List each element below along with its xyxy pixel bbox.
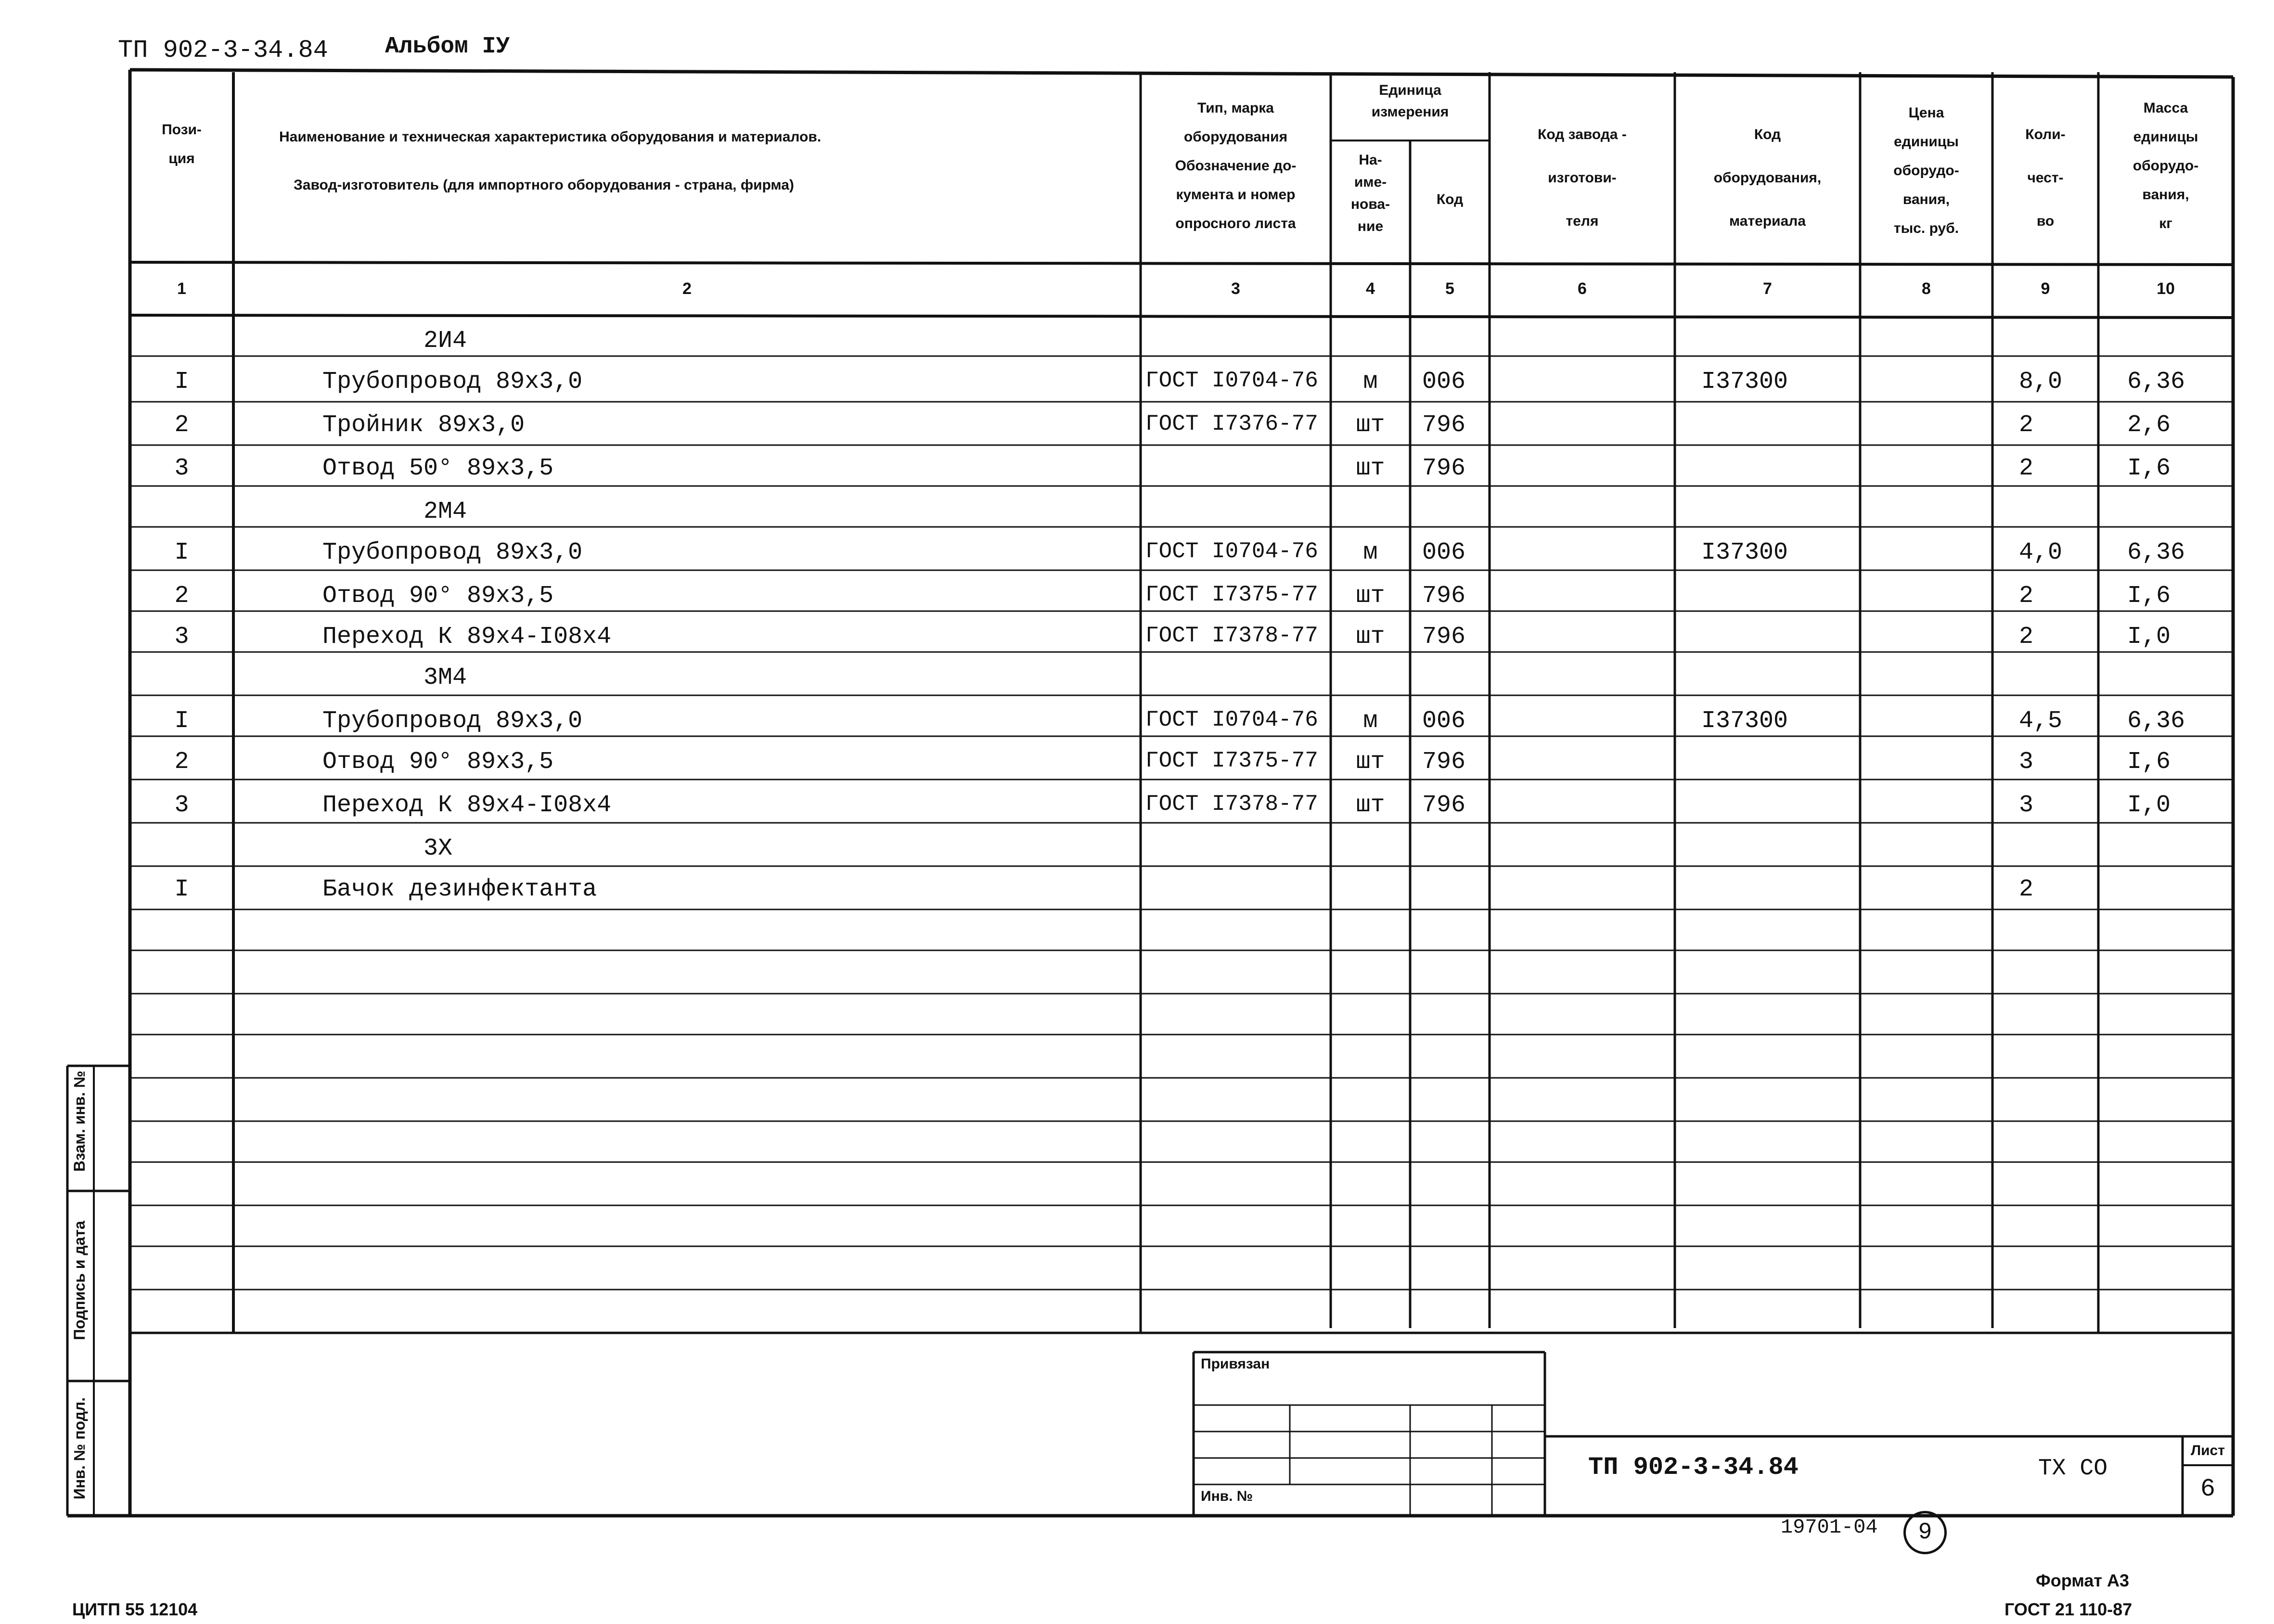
row-material-code: I37300 — [1701, 368, 1788, 396]
row-unit: м — [1363, 707, 1378, 735]
stamp-section: ТХ СО — [2038, 1456, 2108, 1482]
header-quantity: Коли- чест- во — [2025, 127, 2066, 229]
row-unit-code: 006 — [1422, 707, 1466, 735]
row-document: ГОСТ I7375-77 — [1145, 748, 1318, 773]
stamp-sheet-number: 6 — [2200, 1475, 2216, 1503]
row-unit: шт — [1356, 455, 1385, 482]
header-price: Цена единицы оборудо- вания, тыс. руб. — [1893, 105, 1959, 236]
row-unit: м — [1363, 368, 1378, 396]
row-unit: шт — [1356, 792, 1385, 819]
row-unit: шт — [1356, 582, 1385, 610]
row-unit: шт — [1356, 623, 1385, 651]
row-name: Бачок дезинфектанта — [322, 876, 597, 903]
row-mass: 6,36 — [2127, 539, 2185, 566]
row-position: I — [174, 368, 189, 396]
row-document: ГОСТ I7378-77 — [1145, 623, 1318, 648]
column-number-2: 2 — [682, 280, 692, 298]
row-unit-code: 796 — [1422, 792, 1466, 819]
row-quantity: 4,0 — [2019, 539, 2063, 566]
row-quantity: 3 — [2019, 792, 2034, 819]
row-unit-code: 796 — [1422, 748, 1466, 776]
row-quantity: 4,5 — [2019, 707, 2063, 735]
row-name: Переход К 89х4-I08х4 — [322, 792, 612, 819]
row-position: I — [174, 707, 189, 735]
archive-circle: 9 — [1903, 1511, 1947, 1554]
row-name: Отвод 90° 89х3,5 — [322, 582, 554, 610]
row-document: ГОСТ I0704-76 — [1145, 707, 1318, 732]
row-name: Переход К 89х4-I08х4 — [322, 623, 612, 651]
row-name: 3Х — [424, 835, 453, 862]
side-podpis-data: Подпись и дата — [71, 1221, 88, 1340]
row-quantity: 3 — [2019, 748, 2034, 776]
row-quantity: 8,0 — [2019, 368, 2063, 396]
row-quantity: 2 — [2019, 623, 2034, 651]
header-maker-code: Код завода - изготови- теля — [1538, 127, 1627, 229]
column-number-7: 7 — [1763, 280, 1772, 298]
row-quantity: 2 — [2019, 876, 2034, 903]
row-document: ГОСТ I7376-77 — [1145, 411, 1318, 436]
stamp-privyazan: Привязан — [1201, 1356, 1270, 1372]
row-name: Трубопровод 89х3,0 — [322, 368, 583, 396]
row-unit: шт — [1356, 411, 1385, 439]
row-mass: I,0 — [2127, 623, 2171, 651]
archive-number: 19701-04 — [1781, 1516, 1878, 1539]
cintp-label: ЦИТП 55 12104 — [72, 1599, 198, 1619]
row-mass: 6,36 — [2127, 368, 2185, 396]
column-number-10: 10 — [2157, 280, 2175, 298]
header-unit-code: Код — [1436, 192, 1464, 207]
row-unit: м — [1363, 539, 1378, 566]
header-unit: Единица измерения — [1371, 82, 1449, 120]
row-quantity: 2 — [2019, 455, 2034, 482]
header-unit-name: На- име- нова- ние — [1350, 152, 1390, 234]
row-material-code: I37300 — [1701, 539, 1788, 566]
row-position: 2 — [174, 411, 189, 439]
header-mass: Масса единицы оборудо- вания, кг — [2133, 100, 2199, 231]
row-mass: I,6 — [2127, 455, 2171, 482]
stamp-inv: Инв. № — [1201, 1488, 1253, 1504]
row-unit-code: 796 — [1422, 582, 1466, 610]
column-number-5: 5 — [1445, 280, 1454, 298]
row-mass: 6,36 — [2127, 707, 2185, 735]
row-name: Отвод 50° 89х3,5 — [322, 455, 554, 482]
row-unit-code: 796 — [1422, 455, 1466, 482]
row-material-code: I37300 — [1701, 707, 1788, 735]
side-vzam-inv: Взам. инв. № — [71, 1071, 88, 1172]
row-name: Отвод 90° 89х3,5 — [322, 748, 554, 776]
row-unit-code: 006 — [1422, 368, 1466, 396]
header-position: Пози- ция — [162, 122, 202, 166]
row-unit-code: 796 — [1422, 411, 1466, 439]
row-position: 2 — [174, 582, 189, 610]
row-unit-code: 796 — [1422, 623, 1466, 651]
row-unit-code: 006 — [1422, 539, 1466, 566]
row-unit: шт — [1356, 748, 1385, 776]
row-position: 3 — [174, 792, 189, 819]
row-quantity: 2 — [2019, 582, 2034, 610]
stamp-sheet-label: Лист — [2191, 1443, 2225, 1458]
row-position: 3 — [174, 623, 189, 651]
row-position: I — [174, 539, 189, 566]
top-doc-code: ТП 902-3-34.84 — [118, 36, 328, 64]
row-name: 2И4 — [424, 327, 467, 355]
stamp-doc-code: ТП 902-3-34.84 — [1588, 1453, 1799, 1482]
gost-label: ГОСТ 21 110-87 — [2004, 1599, 2133, 1619]
column-number-8: 8 — [1922, 280, 1931, 298]
row-position: 2 — [174, 748, 189, 776]
row-name: Трубопровод 89х3,0 — [322, 539, 583, 566]
column-number-6: 6 — [1578, 280, 1587, 298]
column-number-4: 4 — [1366, 280, 1375, 298]
row-name: 3М4 — [424, 664, 467, 691]
row-quantity: 2 — [2019, 411, 2034, 439]
row-mass: I,0 — [2127, 792, 2171, 819]
header-type: Тип, марка оборудования Обозначение до- кумента и номер опросного листа — [1175, 100, 1297, 231]
row-document: ГОСТ I7375-77 — [1145, 582, 1318, 607]
row-document: ГОСТ I0704-76 — [1145, 368, 1318, 393]
row-position: 3 — [174, 455, 189, 482]
column-number-1: 1 — [177, 280, 186, 298]
header-name: Наименование и техническая характеристика оборудования и материалов. Завод-изготовитель (для импортного оборудования - страна, фирма) — [279, 129, 822, 193]
row-document: ГОСТ I0704-76 — [1145, 539, 1318, 564]
side-inv-podl: Инв. № подл. — [71, 1397, 88, 1500]
row-document: ГОСТ I7378-77 — [1145, 792, 1318, 817]
column-number-9: 9 — [2041, 280, 2050, 298]
column-number-3: 3 — [1231, 280, 1240, 298]
header-material-code: Код оборудования, материала — [1713, 127, 1822, 229]
top-album: Альбом IУ — [385, 34, 510, 60]
row-mass: I,6 — [2127, 748, 2171, 776]
row-name: Трубопровод 89х3,0 — [322, 707, 583, 735]
row-name: Тройник 89х3,0 — [322, 411, 525, 439]
row-name: 2М4 — [424, 498, 467, 525]
format-label: Формат А3 — [2036, 1571, 2130, 1590]
row-position: I — [174, 876, 189, 903]
row-mass: I,6 — [2127, 582, 2171, 610]
row-mass: 2,6 — [2127, 411, 2171, 439]
